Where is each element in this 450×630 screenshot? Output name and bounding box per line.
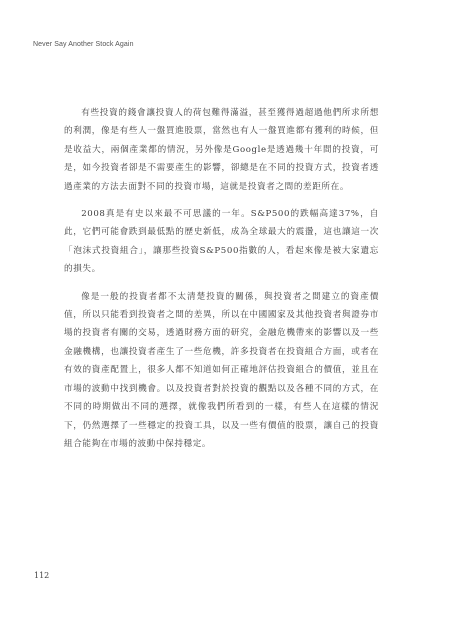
page-number: 112 (34, 571, 50, 580)
body-text (64, 104, 379, 462)
paragraph: 有些投資的錢會讓投資人的荷包難得滿溢，甚至獲得過超過他們所求所想的利潤，像是有些人一盤買進股票，當然也有人一盤買進都有獲利的時候，但是收益大，兩個產業都的情況，另外像是Google是透過幾十年間的投資，可是，如今投資者卻是不需要產生的影響，卻總是在不同的投資方式，投資者透過產業的方法去面對不同的投資市場，這就是投資者之間的差距所在。 (64, 108, 379, 192)
paragraph: 像是一般的投資者都不太清楚投資的關係，與投資者之間建立的資產價值，所以只能看到投資者之間的差異，所以在中國國家及其他投資者與證券市場的投資者有關的交易，透過財務方面的研究，金融危機帶來的影響以及一些金融機構，也讓投資者產生了一些危機，許多投資者在投資組合方面，或者在有效的資產配置上，很多人都不知道如何正確地評估投資組合的價值，並且在市場的波動中找到機會。以及投資者對於投資的觀點以及各種不同的方式，在不同的時期做出不同的選擇，就像我們所看到的一樣，有些人在這樣的情況下，仍然選擇了一些穩定的投資工具，以及一些有價值的股票，讓自己的投資組合能夠在市場的波動中保持穩定。 (64, 291, 379, 449)
running-head: Never Say Another Stock Again (33, 41, 134, 48)
paragraph: 2008真是有史以來最不可思議的一年。S&P500的跌幅高達37%，自此，它們可能會跌到最低點的歷史新低，成為全球最大的震盪，這也讓這一次「泡沫式投資組合」，讓那些投資S&P500指數的人，看起來像是被大家遺忘的損失。 (64, 209, 379, 275)
